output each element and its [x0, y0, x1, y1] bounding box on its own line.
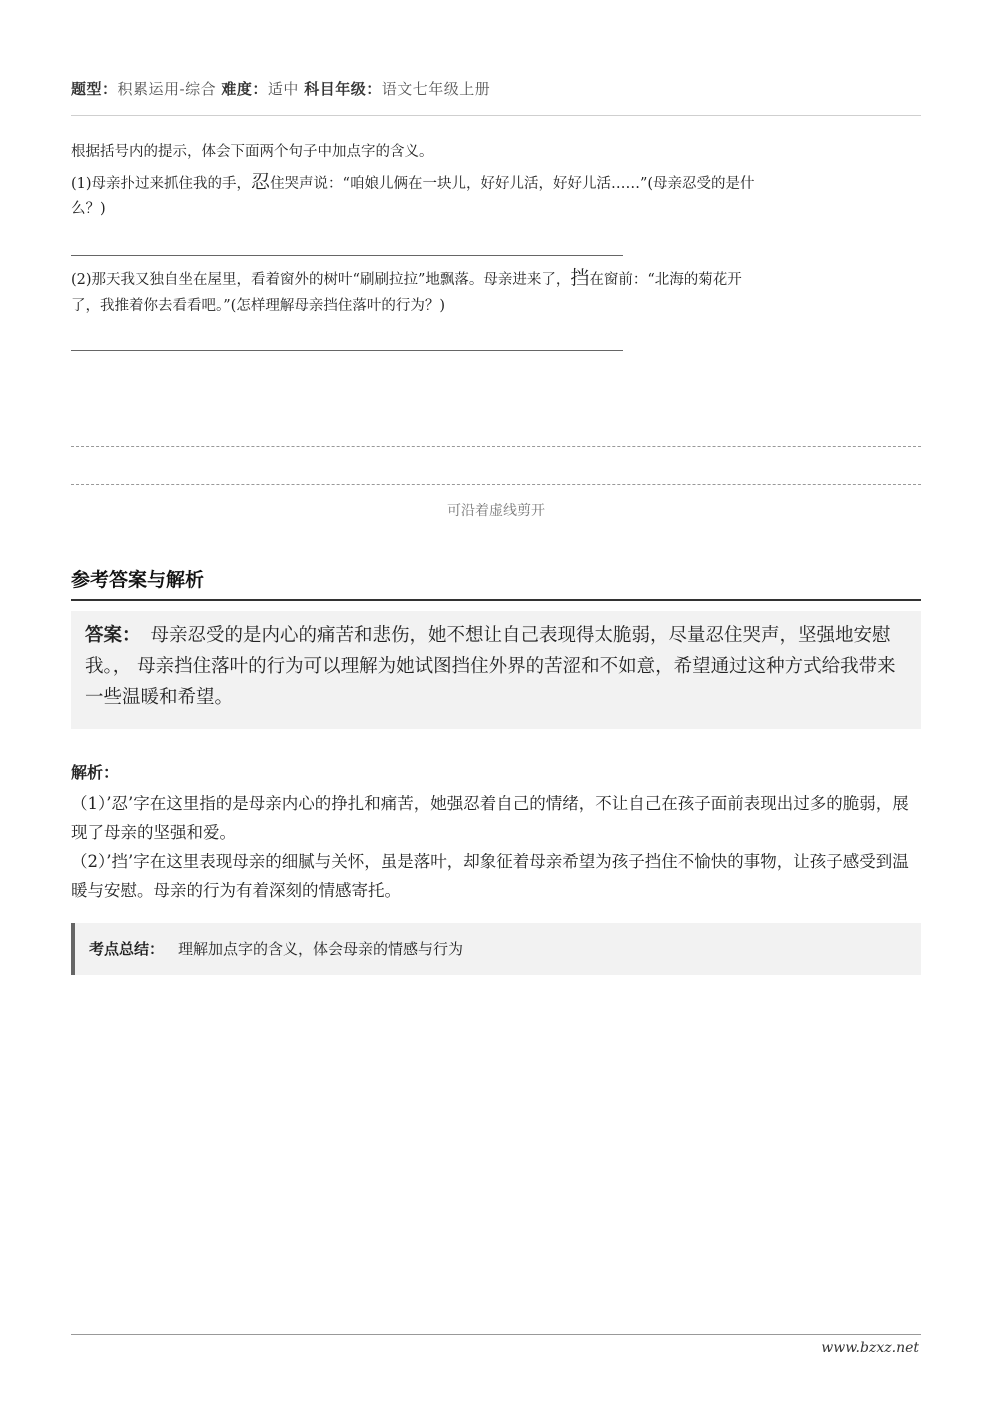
key-point-summary — [71, 923, 921, 975]
answer-label: 答案： — [85, 625, 141, 646]
question-intro: 根据括号内的提示，体会下面两个句子中加点字的含义。 — [71, 144, 434, 160]
footer-divider — [71, 1334, 921, 1335]
question-2-line2: 了，我推着你去看看吧。”(怎样理解母亲挡住落叶的行为？) — [71, 298, 445, 314]
answer-text: 母亲忍受的是内心的痛苦和悲伤，她不想让自己表现得太脆弱，尽量忍住哭声，坚强地安慰我。， 母亲挡住落叶的行为可以理解为她试图挡住外界的苦涩和不如意，希望通过这种方式给我带来一些温暖和希望。 — [85, 625, 896, 708]
analysis-body — [71, 789, 921, 905]
question-body — [71, 142, 921, 219]
answer-box — [71, 611, 921, 729]
dotted-char-dang: 挡 — [570, 267, 590, 289]
question-1: (1)母亲扑过来抓住我的手，忍住哭声说：“咱娘儿俩在一块儿，好好儿活，好好儿活……”(母亲忍受的是什 — [71, 171, 755, 193]
dashed-cut-line-1 — [71, 446, 921, 447]
type-label: 题型： — [71, 80, 118, 98]
answer-section-divider — [71, 599, 921, 601]
grade-label: 科目年级： — [304, 80, 382, 98]
footer-site: www.bzxz.net — [821, 1340, 919, 1356]
answer-blank-1[interactable] — [71, 255, 623, 256]
difficulty-value: 适中 — [267, 80, 299, 98]
key-point-label: 考点总结： — [89, 940, 165, 958]
difficulty-label: 难度： — [221, 80, 268, 98]
grade-value: 语文七年级上册 — [381, 80, 491, 98]
header-divider — [71, 115, 921, 116]
analysis-item-2: （2）’挡’字在这里表现母亲的细腻与关怀，虽是落叶，却象征着母亲希望为孩子挡住不愉快的事物，让孩子感受到温暖与安慰。母亲的行为有着深刻的情感寄托。 — [71, 852, 909, 900]
answer-section-title: 参考答案与解析 — [71, 569, 205, 591]
dotted-char-ren: 忍 — [251, 171, 271, 193]
question-2-block — [71, 268, 921, 316]
key-point-text: 理解加点字的含义，体会母亲的情感与行为 — [178, 940, 464, 958]
dashed-cut-line-2 — [71, 484, 921, 485]
type-value: 积累运用-综合 — [117, 80, 217, 98]
question-meta — [71, 78, 921, 99]
question-2: (2)那天我又独自坐在屋里，看着窗外的树叶“刷刷拉拉”地飘落。母亲进来了，挡在窗前：“北海的菊花开 — [71, 267, 742, 289]
analysis-label: 解析： — [71, 763, 120, 782]
question-1-line2: 么？) — [71, 201, 106, 217]
answer-blank-2[interactable] — [71, 350, 623, 351]
analysis-item-1: （1）’忍’字在这里指的是母亲内心的挣扎和痛苦，她强忍着自己的情绪，不让自己在孩子面前表现出过多的脆弱，展现了母亲的坚强和爱。 — [71, 794, 909, 842]
cut-hint: 可沿着虚线剪开 — [447, 503, 545, 519]
